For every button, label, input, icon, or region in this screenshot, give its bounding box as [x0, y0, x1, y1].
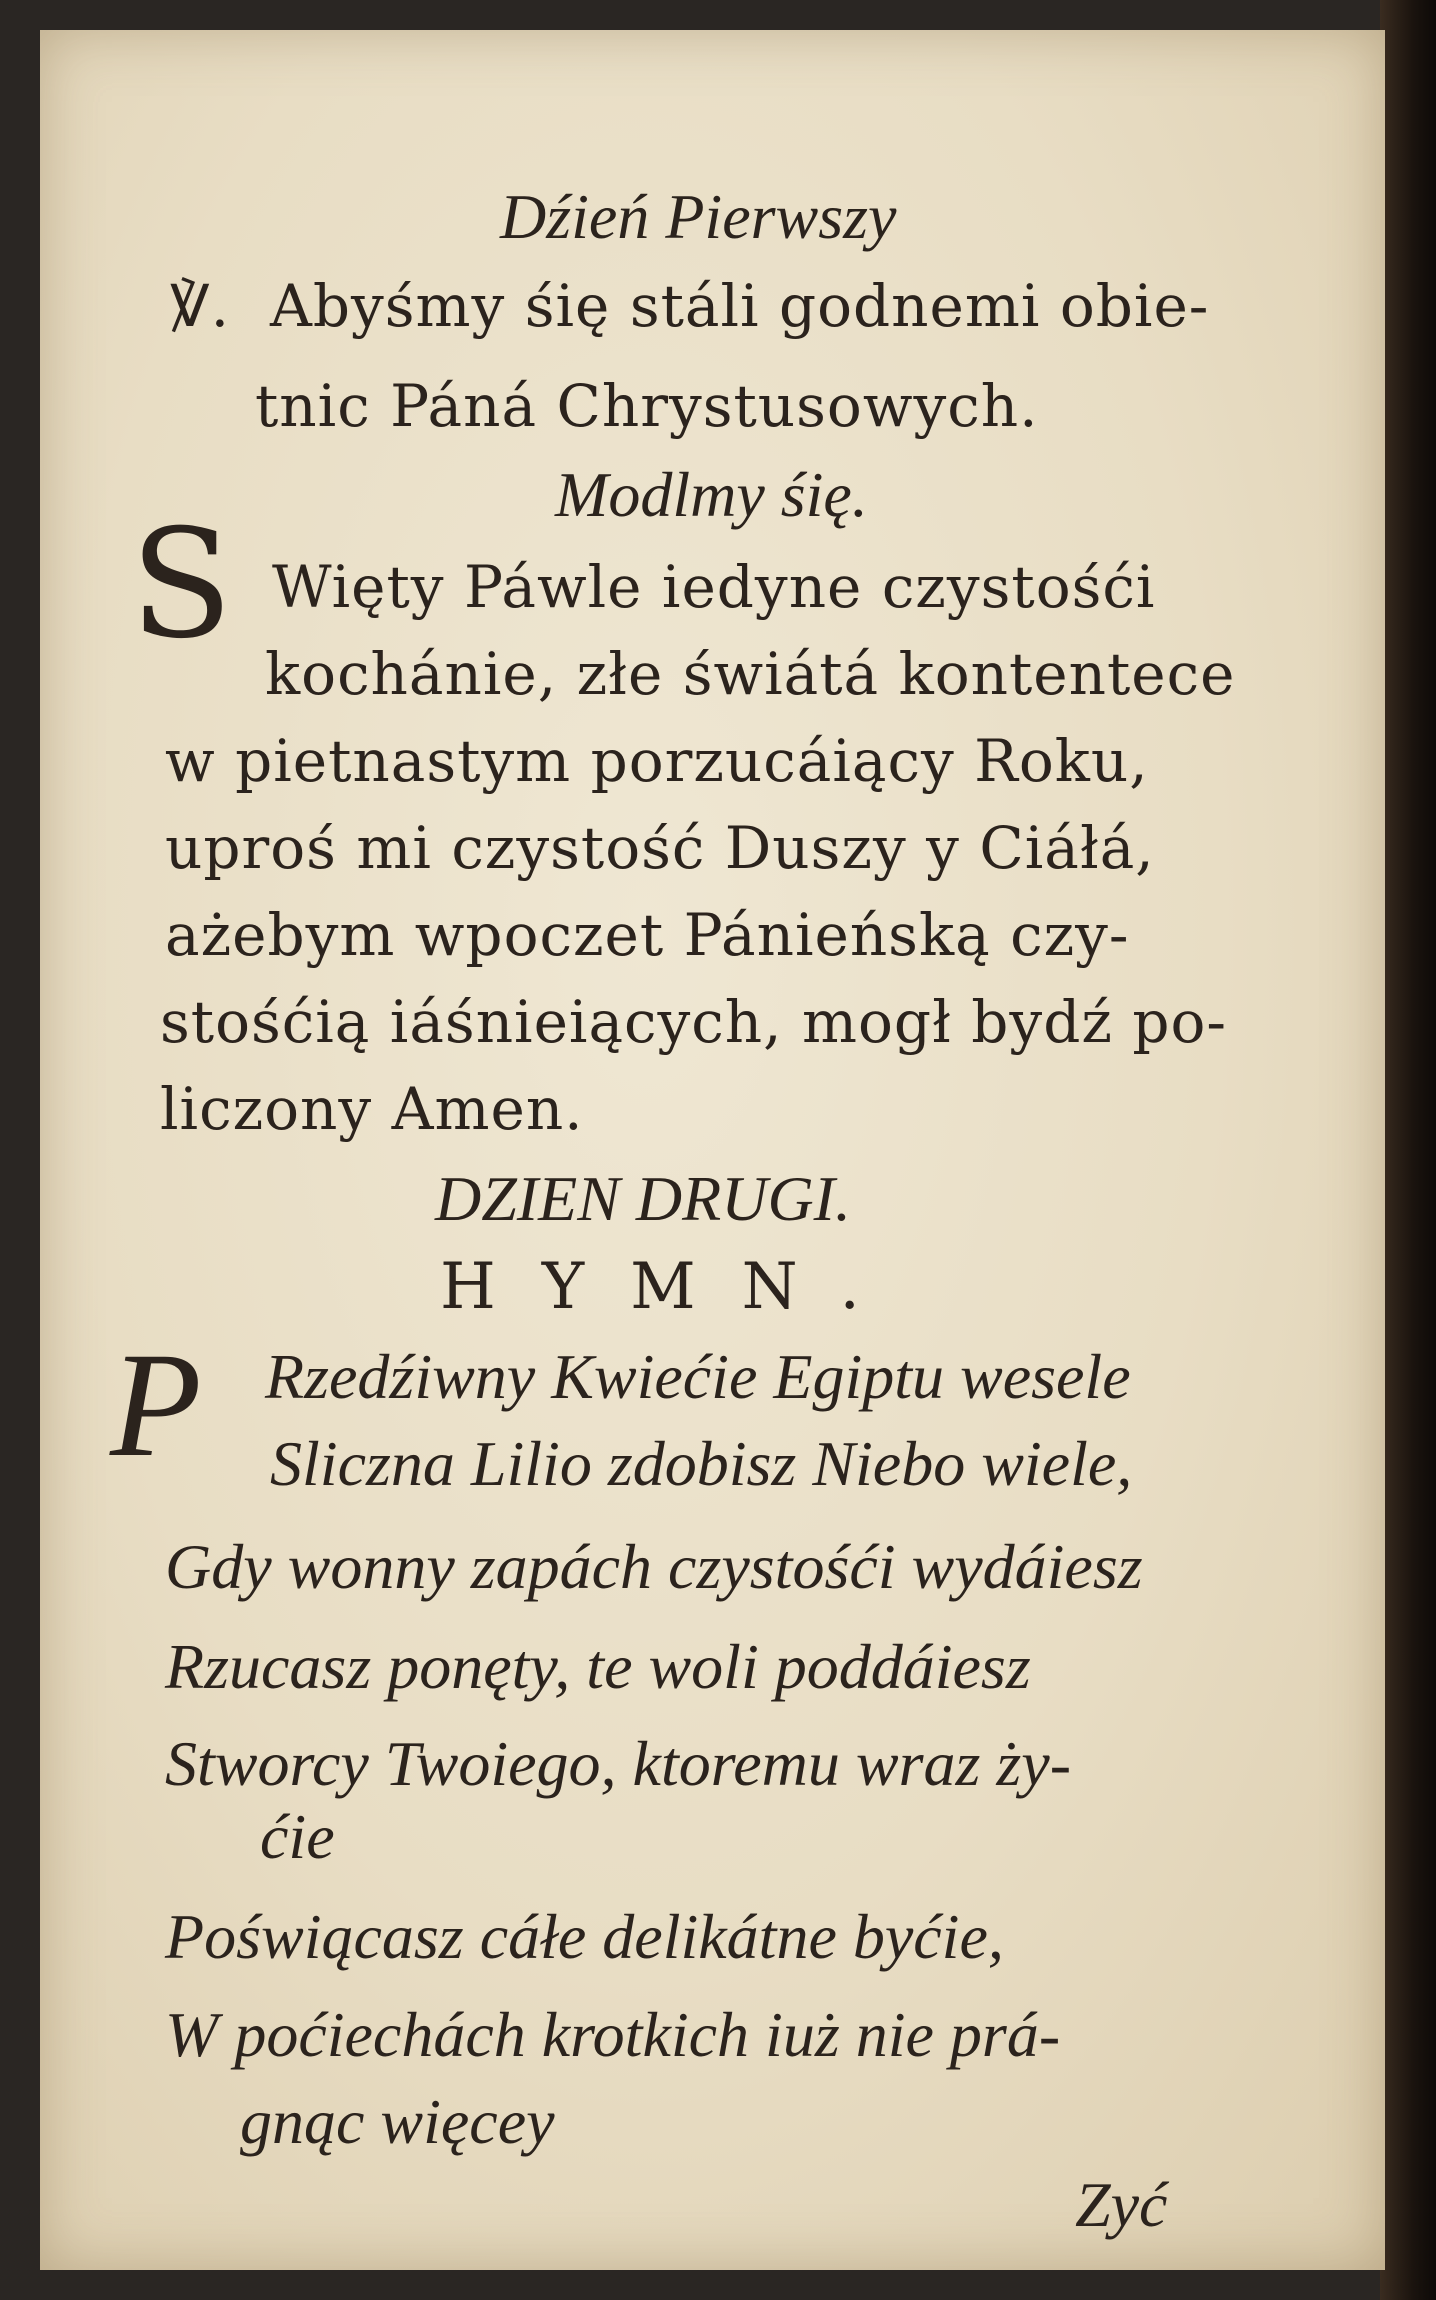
- hymn-title: HYMN.: [440, 1250, 906, 1324]
- prayer-line-3: w pietnastym porzucáiący Roku,: [165, 727, 1149, 795]
- versicle-marker: ℣.: [170, 272, 231, 340]
- oremus-heading: Modlmy śię.: [555, 459, 868, 530]
- prayer-line-4: uproś mi czystość Duszy y Ciáłá,: [165, 814, 1155, 882]
- prayer-dropcap: S: [130, 498, 233, 672]
- hymn-line-6: ćie: [260, 1801, 335, 1872]
- hymn-dropcap: P: [110, 1322, 202, 1488]
- hymn-line-2: Sliczna Lilio zdobisz Niebo wiele,: [270, 1428, 1133, 1499]
- versicle-line-2: tnic Páná Chrystusowych.: [255, 372, 1039, 440]
- prayer-line-7: liczony Amen.: [160, 1075, 584, 1143]
- catchword: Zyć: [1075, 2169, 1168, 2240]
- versicle-line-1: Abyśmy śię stáli godnemi obie-: [270, 272, 1210, 340]
- hymn-line-5: Stworcy Twoiego, ktoremu wraz ży-: [165, 1728, 1071, 1799]
- prayer-line-1: Więty Páwle iedyne czystośći: [272, 553, 1156, 621]
- hymn-line-7: Poświącasz cáłe delikátne byćie,: [165, 1901, 1004, 1972]
- hymn-line-4: Rzucasz ponęty, te woli poddáiesz: [165, 1631, 1031, 1702]
- page-header: Dźień Pierwszy: [500, 181, 897, 252]
- book-spine-edge: [1380, 0, 1436, 2300]
- prayer-line-5: ażebym wpoczet Pánieńską czy-: [165, 901, 1130, 969]
- hymn-line-1: Rzedźiwny Kwiećie Egiptu wesele: [265, 1341, 1131, 1412]
- hymn-line-8: W poćiechách krotkich iuż nie prá-: [165, 1999, 1061, 2070]
- day-two-heading: DZIEN DRUGI.: [435, 1163, 851, 1234]
- prayer-line-2: kochánie, złe świátá kontentece: [265, 640, 1236, 708]
- hymn-line-9: gnąc więcey: [240, 2086, 555, 2157]
- hymn-line-3: Gdy wonny zapách czystośći wydáiesz: [165, 1531, 1143, 1602]
- prayer-line-6: stośćią iáśnieiących, mogł bydź po-: [160, 988, 1227, 1056]
